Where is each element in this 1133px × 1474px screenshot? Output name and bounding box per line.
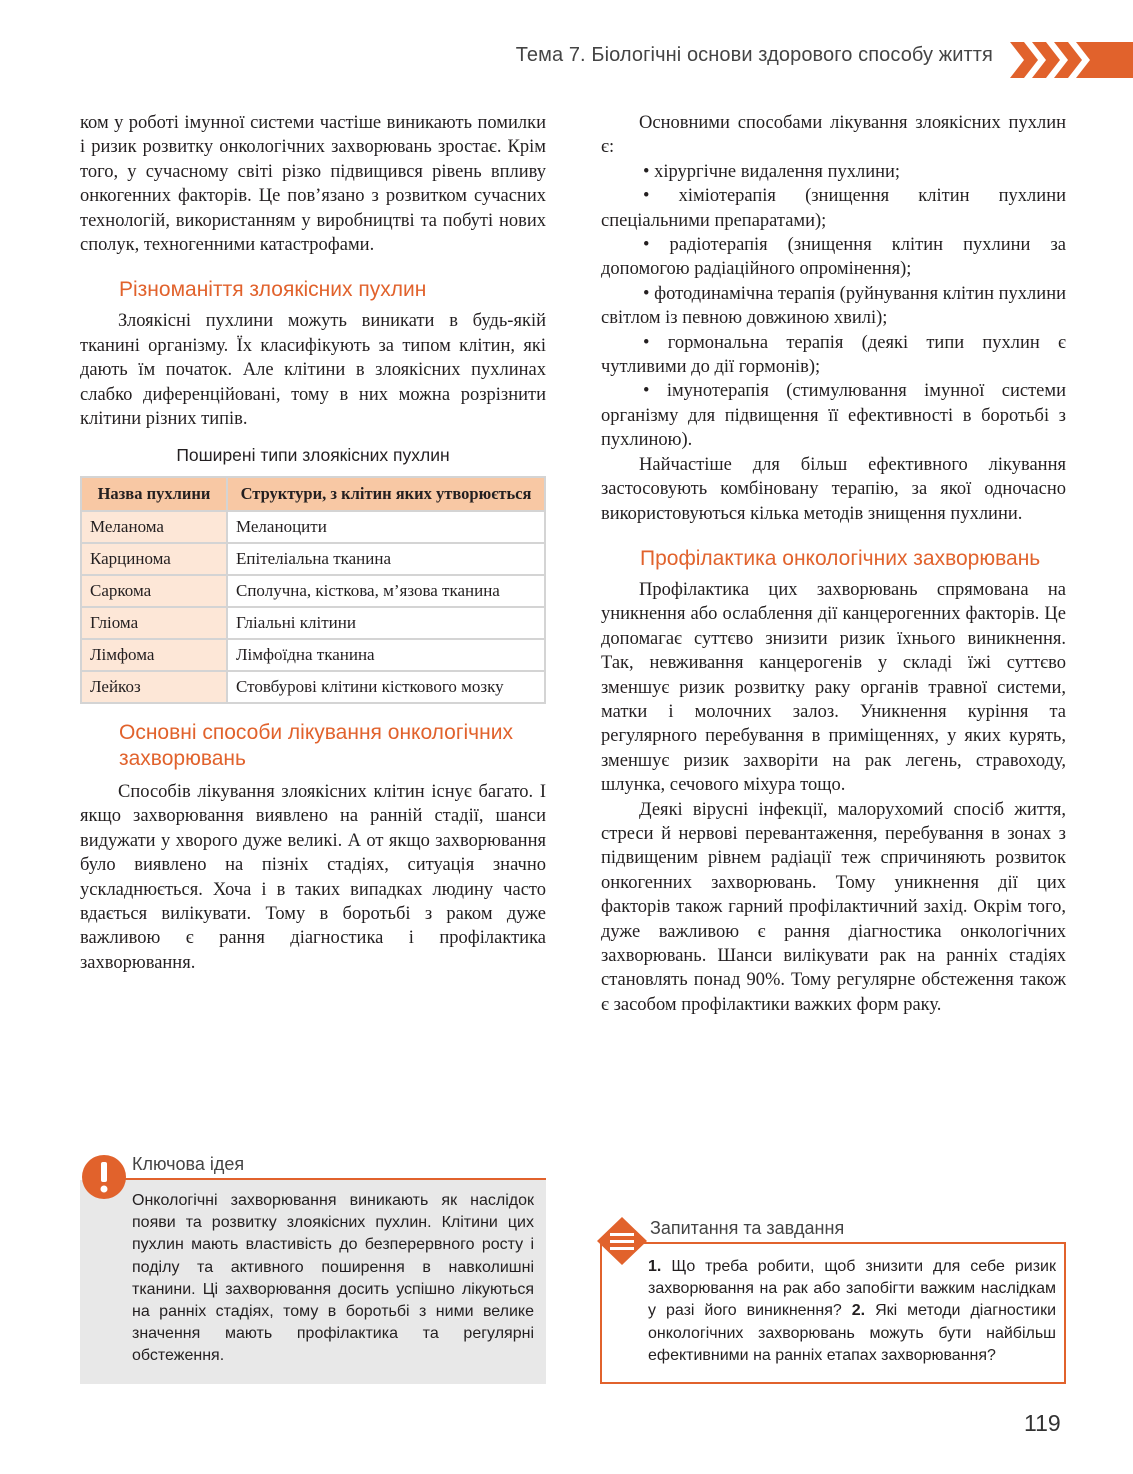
treatment-list-item: • імунотерапія (стимулювання імунної системи організму для підвищення її ефективності в боротьбі з пухлиною). xyxy=(601,381,1066,451)
table-row xyxy=(81,607,545,639)
tumor-name-cell: Саркома xyxy=(81,575,227,607)
tumor-origin-cell: Гліальні клітини xyxy=(227,607,545,639)
tumor-name-cell: Гліома xyxy=(81,607,227,639)
question-text: Які методи діагностики онкологічних захворювань можуть бути найбільш ефективними на ранніх етапах захворювання? xyxy=(648,1302,1057,1364)
diversity-paragraph: Злоякісні пухлини можуть виникати в будь-якій тканині організму. Їх класифікують за типом клітин, які дають їм початок. Але клітини в злоякісних пухлинах слабко диференційовані, тому в них можна розрізнити клітини різних типів. xyxy=(80,311,546,430)
table-row xyxy=(81,671,545,703)
combined-therapy-paragraph: Найчастіше для більш ефективного лікування застосовують комбіновану терапію, за якої одночасно використовуються кілька методів знищення пухлини. xyxy=(601,454,1066,524)
tumor-origin-cell: Лімфоїдна тканина xyxy=(227,639,545,671)
tumor-name-cell: Лейкоз xyxy=(81,671,227,703)
exclamation-icon xyxy=(80,1153,130,1203)
treatment-list-item: • гормональна терапія (деякі типи пухлин є чутливими до дії гормонів); xyxy=(601,332,1066,378)
tumor-name-cell: Меланома xyxy=(81,511,227,543)
questions-title: Запитання та завдання xyxy=(650,1218,845,1238)
table-header-row xyxy=(81,477,545,511)
tumor-origin-cell: Меланоцити xyxy=(227,511,545,543)
section-heading-prevention: Профілактика онкологічних захворювань xyxy=(640,546,1041,570)
key-idea-box xyxy=(80,1148,546,1384)
chevron-arrows-icon xyxy=(1010,42,1133,78)
key-idea-divider xyxy=(118,1178,546,1180)
question-text: Що треба робити, щоб знизити для себе ризик захворювання на рак або запобігти важким наслідкам у разі його виникнення? xyxy=(648,1258,1056,1320)
treatment-intro: Основними способами лікування злоякісних пухлин є: xyxy=(601,113,1066,158)
page-number: 119 xyxy=(1024,1410,1061,1436)
key-idea-body xyxy=(80,1180,546,1384)
key-idea-text: Онкологічні захворювання виникають як наслідок появи та розвитку злоякісних пухлин. Клітини цих пухлин мають властивість до безперервного росту і поділу та активного поширення в навколишні тканини. Ці захворювання досить успішно лікуються на ранніх стадіях, тому в боротьбі з ними велике значення мають профілактика та регулярні обстеження. xyxy=(132,1192,534,1365)
prevention-paragraph-2: Деякі вірусні інфекції, малорухомий спосіб життя, стреси й нервові перевантаження, перебування в зонах з підвищеним рівнем радіації теж спричиняють розвиток онкогенних захворювань. Тому уникнення дії цих факторів також гарний профілактичний захід. Окрім того, дуже важливою є рання діагностика онкологічних захворювань. Шанси вилікувати рак на ранніх стадіях становлять понад 90%. Тому регулярне обстеження також є засобом профілактики важких форм раку. xyxy=(601,799,1066,1015)
prevention-paragraph-1: Профілактика цих захворювань спрямована на уникнення або ослаблення дії канцерогенних факторів. Це допомагає суттєво знизити ризик їхнього виникнення. Так, невживання канцерогенів у складі їжі суттєво зменшує ризик розвитку раку органів травної системи, матки і молочних залоз. Уникнення куріння та регулярного перебування в приміщеннях, у яких курять, зменшує ризик захворіти на рак легень, стравоходу, шлунка, сечового міхура тощо. xyxy=(601,579,1066,796)
table-row xyxy=(81,543,545,575)
table-row xyxy=(81,511,545,543)
tumor-origin-cell: Сполучна, кісткова, м’язова тканина xyxy=(227,575,545,607)
table-row xyxy=(81,575,545,607)
tumor-origin-cell: Стовбурові клітини кісткового мозку xyxy=(227,671,545,703)
treatment-paragraph: Способів лікування злоякісних клітин існує багато. І якщо захворювання виявлено на ранній стадії, шанси видужати у хворого дуже великі. А от якщо захворювання було виявлено на пізніх стадіях, ситуація значно ускладнюється. Хоча і в таких випадках людину часто вдається вилікувати. Тому в боротьбі з раком дуже важливою є рання діагностика і профілактика захворювання. xyxy=(80,781,546,973)
tumor-name-cell: Лімфома xyxy=(81,639,227,671)
table-row xyxy=(81,639,545,671)
key-idea-title: Ключова ідея xyxy=(132,1154,245,1174)
question-number: 2. xyxy=(851,1302,866,1320)
table-caption: Поширені типи злоякісних пухлин xyxy=(176,445,450,466)
questions-body xyxy=(648,1256,1056,1367)
left-column xyxy=(80,111,546,975)
section-heading-diversity: Різноманіття злоякісних пухлин xyxy=(119,278,427,302)
tumor-types-table xyxy=(80,476,546,704)
list-icon xyxy=(596,1216,648,1266)
treatment-list-item: • радіотерапія (знищення клітин пухлини за допомогою радіаційного опромінення); xyxy=(601,235,1066,280)
intro-paragraph: ком у роботі імунної системи частіше виникають помилки і ризик розвитку онкологічних захворювань зростає. Крім того, у сучасному світі різко підвищився рівень впливу онкогенних факторів. Це пов’язано з розвитком сучасних технологій, використанням у виробництві та побуті нових сполук, техногенними катастрофами. xyxy=(80,113,546,256)
table-header-name: Назва пухлини xyxy=(81,477,227,511)
question-number: 1. xyxy=(648,1258,662,1275)
section-heading-treatment: Основні способи лікування онкологічних захворювань xyxy=(119,720,513,770)
tumor-origin-cell: Епітеліальна тканина xyxy=(227,543,545,575)
treatment-list-item: • хірургічне видалення пухлини; xyxy=(643,161,901,182)
treatment-list-item: • хіміотерапія (знищення клітин пухлини спеціальними препаратами); xyxy=(601,186,1066,231)
questions-text xyxy=(648,1256,1056,1367)
tumor-name-cell: Карцинома xyxy=(81,543,227,575)
questions-box xyxy=(600,1212,1066,1384)
header-title: Тема 7. Біологічні основи здорового способу життя xyxy=(515,44,993,66)
treatment-list-item: • фотодинамічна терапія (руйнування клітин пухлини світлом із певною довжиною хвилі); xyxy=(601,283,1066,329)
right-column xyxy=(601,111,1066,1017)
table-header-structures: Структури, з клітин яких утворюється xyxy=(227,477,545,511)
